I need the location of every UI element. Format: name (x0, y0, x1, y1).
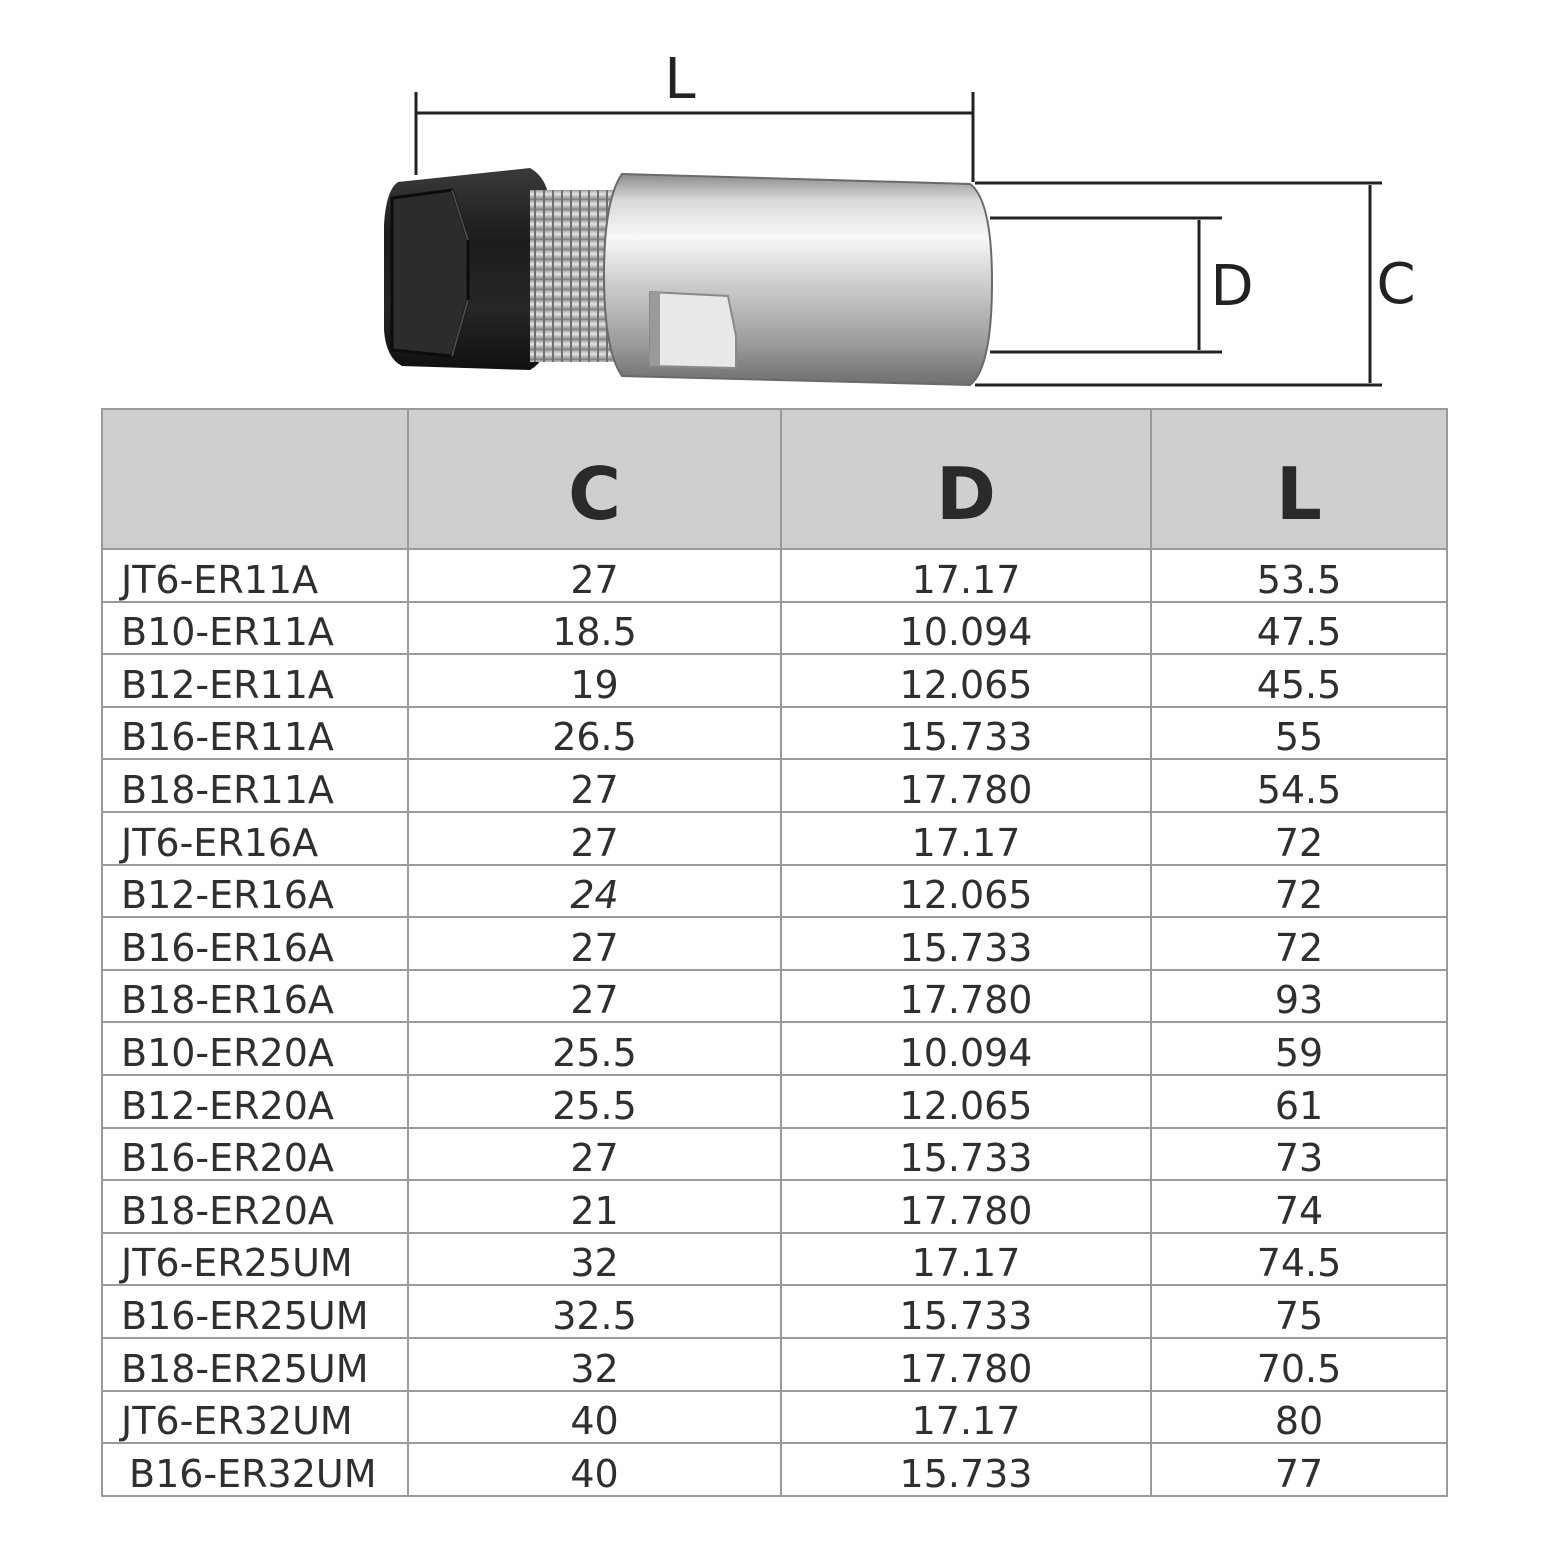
cell-d: 17.17 (781, 1233, 1151, 1286)
dimension-d-label: D (1210, 254, 1254, 319)
dimension-d (990, 218, 1222, 352)
table-row (102, 759, 1447, 812)
cell-model: JT6-ER11A (102, 549, 408, 602)
table-row (102, 707, 1447, 760)
collet-nut (384, 168, 550, 370)
cell-l: 70.5 (1151, 1338, 1447, 1391)
cell-l: 72 (1151, 865, 1447, 918)
cell-c: 21 (408, 1180, 781, 1233)
cell-c: 40 (408, 1443, 781, 1496)
cell-c: 27 (408, 759, 781, 812)
cell-l: 61 (1151, 1075, 1447, 1128)
cell-l: 74.5 (1151, 1233, 1447, 1286)
cell-l: 73 (1151, 1128, 1447, 1181)
table-row (102, 812, 1447, 865)
cell-l: 54.5 (1151, 759, 1447, 812)
cell-l: 72 (1151, 917, 1447, 970)
table-row (102, 1443, 1447, 1496)
cell-model: B18-ER16A (102, 970, 408, 1023)
thread-section (530, 190, 615, 362)
cell-model: B12-ER11A (102, 654, 408, 707)
cell-model: B18-ER25UM (102, 1338, 408, 1391)
cell-l: 75 (1151, 1285, 1447, 1338)
cell-d: 17.780 (781, 759, 1151, 812)
cell-c: 27 (408, 970, 781, 1023)
header-d: D (781, 409, 1151, 549)
cell-model: JT6-ER16A (102, 812, 408, 865)
shank-body (604, 174, 992, 385)
cell-l: 55 (1151, 707, 1447, 760)
cell-model: B12-ER20A (102, 1075, 408, 1128)
cell-d: 10.094 (781, 1022, 1151, 1075)
cell-c: 32 (408, 1338, 781, 1391)
dimension-l-label: L (664, 47, 696, 112)
table-row (102, 549, 1447, 602)
cell-l: 77 (1151, 1443, 1447, 1496)
spec-table (101, 408, 1448, 1497)
table-row (102, 917, 1447, 970)
cell-l: 47.5 (1151, 602, 1447, 655)
dimension-c (975, 183, 1382, 385)
cell-model: B16-ER32UM (102, 1443, 408, 1496)
cell-model: B16-ER25UM (102, 1285, 408, 1338)
cell-l: 74 (1151, 1180, 1447, 1233)
cell-c: 18.5 (408, 602, 781, 655)
cell-model: B16-ER11A (102, 707, 408, 760)
table-row (102, 602, 1447, 655)
cell-c: 24 (408, 865, 781, 918)
cell-d: 12.065 (781, 654, 1151, 707)
cell-c: 27 (408, 1128, 781, 1181)
cell-model: B12-ER16A (102, 865, 408, 918)
cell-d: 15.733 (781, 917, 1151, 970)
cell-l: 45.5 (1151, 654, 1447, 707)
product-drawing (0, 0, 1568, 410)
cell-c: 25.5 (408, 1075, 781, 1128)
cell-d: 15.733 (781, 1285, 1151, 1338)
cell-c: 40 (408, 1391, 781, 1444)
cell-c: 27 (408, 917, 781, 970)
cell-l: 93 (1151, 970, 1447, 1023)
cell-model: B18-ER11A (102, 759, 408, 812)
cell-l: 53.5 (1151, 549, 1447, 602)
cell-l: 59 (1151, 1022, 1447, 1075)
cell-c: 32.5 (408, 1285, 781, 1338)
cell-model: B16-ER16A (102, 917, 408, 970)
cell-model: JT6-ER32UM (102, 1391, 408, 1444)
cell-d: 15.733 (781, 1128, 1151, 1181)
cell-c: 27 (408, 812, 781, 865)
cell-c: 25.5 (408, 1022, 781, 1075)
table-row (102, 1180, 1447, 1233)
cell-l: 80 (1151, 1391, 1447, 1444)
cell-c: 27 (408, 549, 781, 602)
cell-d: 15.733 (781, 1443, 1151, 1496)
cell-c: 32 (408, 1233, 781, 1286)
cell-d: 12.065 (781, 1075, 1151, 1128)
table-row (102, 865, 1447, 918)
cell-d: 10.094 (781, 602, 1151, 655)
cell-d: 17.780 (781, 970, 1151, 1023)
cell-d: 17.780 (781, 1180, 1151, 1233)
cell-d: 17.17 (781, 549, 1151, 602)
table-row (102, 970, 1447, 1023)
table-row (102, 1391, 1447, 1444)
header-model (102, 409, 408, 549)
cell-model: B10-ER11A (102, 602, 408, 655)
table-row (102, 1285, 1447, 1338)
dimension-c-label: C (1376, 252, 1416, 317)
cell-d: 15.733 (781, 707, 1151, 760)
cell-model: JT6-ER25UM (102, 1233, 408, 1286)
cell-c: 26.5 (408, 707, 781, 760)
table-row (102, 1338, 1447, 1391)
header-c: C (408, 409, 781, 549)
cell-d: 17.780 (781, 1338, 1151, 1391)
cell-l: 72 (1151, 812, 1447, 865)
table-row (102, 1233, 1447, 1286)
table-row (102, 1128, 1447, 1181)
cell-model: B18-ER20A (102, 1180, 408, 1233)
cell-model: B10-ER20A (102, 1022, 408, 1075)
table-row (102, 654, 1447, 707)
cell-d: 17.17 (781, 1391, 1151, 1444)
cell-model: B16-ER20A (102, 1128, 408, 1181)
cell-c: 19 (408, 654, 781, 707)
table-row (102, 1022, 1447, 1075)
cell-d: 17.17 (781, 812, 1151, 865)
table-row (102, 1075, 1447, 1128)
table-header-row (102, 409, 1447, 549)
header-l: L (1151, 409, 1447, 549)
cell-d: 12.065 (781, 865, 1151, 918)
